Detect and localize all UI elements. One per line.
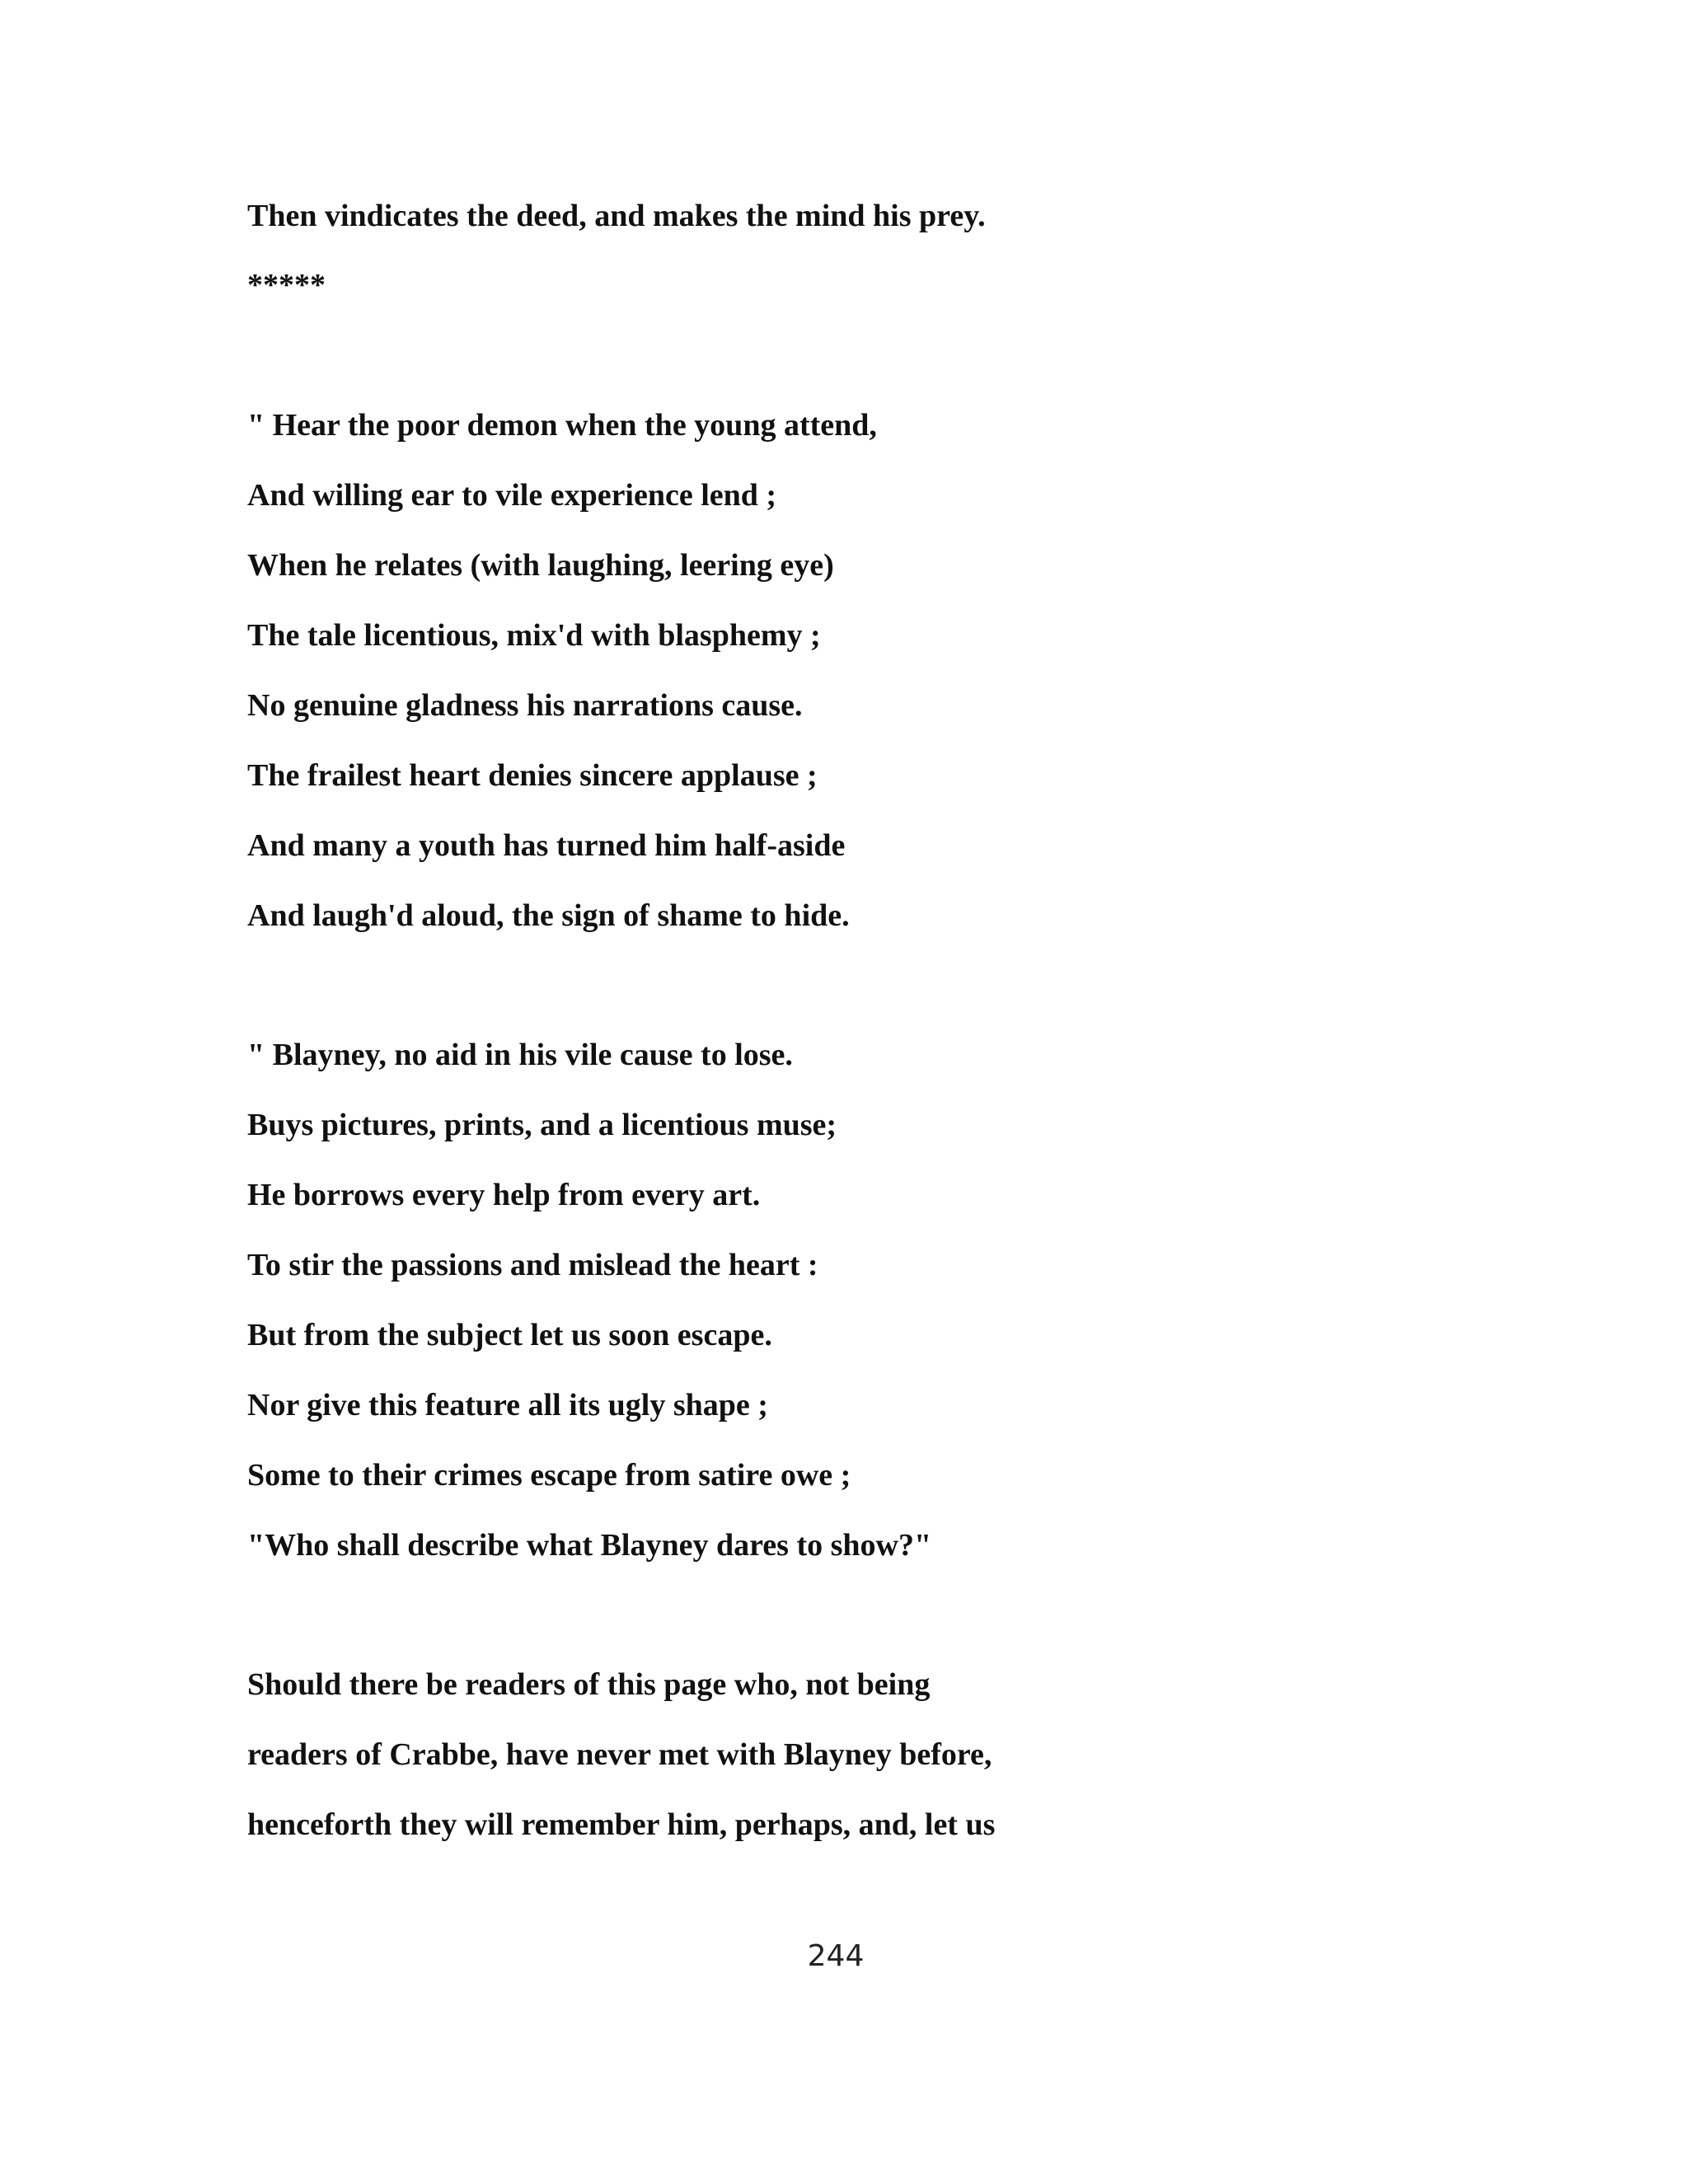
- text-line: Then vindicates the deed, and makes the mind his prey.: [247, 199, 986, 233]
- page-number: 244: [807, 1939, 865, 1973]
- text-line: The frailest heart denies sincere applause ;: [247, 758, 818, 793]
- text-line: And many a youth has turned him half-aside: [247, 828, 846, 863]
- text-line: readers of Crabbe, have never met with Blayney before,: [247, 1737, 992, 1772]
- section-separator: *****: [247, 268, 326, 302]
- text-line: " Blayney, no aid in his vile cause to lose.: [247, 1038, 793, 1072]
- text-line: Nor give this feature all its ugly shape ;: [247, 1388, 768, 1422]
- text-line: "Who shall describe what Blayney dares to show?": [247, 1528, 932, 1563]
- text-line: Buys pictures, prints, and a licentious muse;: [247, 1108, 837, 1142]
- text-line: And willing ear to vile experience lend ;: [247, 478, 777, 513]
- text-line: The tale licentious, mix'd with blasphemy ;: [247, 618, 821, 653]
- text-line: " Hear the poor demon when the young attend,: [247, 408, 877, 443]
- text-line: But from the subject let us soon escape.: [247, 1318, 772, 1352]
- text-line: To stir the passions and mislead the heart :: [247, 1248, 818, 1282]
- text-line: When he relates (with laughing, leering eye): [247, 548, 834, 583]
- text-line: No genuine gladness his narrations cause.: [247, 688, 803, 723]
- text-line: He borrows every help from every art.: [247, 1178, 761, 1212]
- text-line: Some to their crimes escape from satire owe ;: [247, 1458, 851, 1493]
- text-line: henceforth they will remember him, perhaps, and, let us: [247, 1807, 996, 1842]
- text-line: And laugh'd aloud, the sign of shame to hide.: [247, 898, 850, 933]
- text-line: Should there be readers of this page who, not being: [247, 1667, 931, 1702]
